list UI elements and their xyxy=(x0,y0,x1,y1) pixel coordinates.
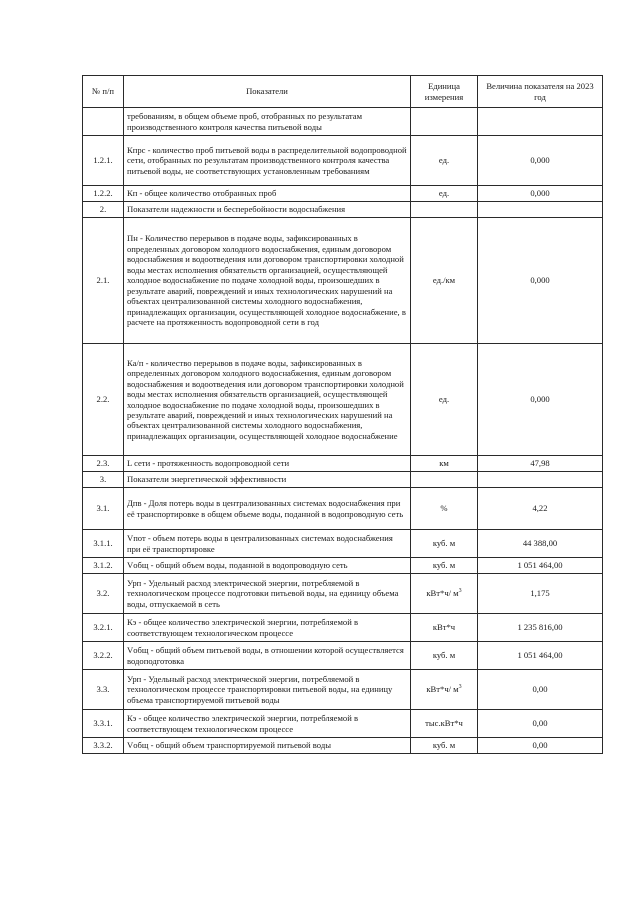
header-indicator: Показатели xyxy=(124,76,411,108)
row-value xyxy=(478,574,603,614)
row-value-text: 4,22 xyxy=(532,503,548,514)
row-unit xyxy=(411,108,478,136)
table-row xyxy=(83,670,603,710)
row-value-text: 1 235 816,00 xyxy=(517,622,563,633)
row-unit xyxy=(411,642,478,670)
row-indicator-text: Vобщ - общий объем транспортируемой питьевой воды xyxy=(127,740,331,751)
row-value xyxy=(478,108,603,136)
row-unit xyxy=(411,472,478,488)
row-indicator xyxy=(124,642,411,670)
table-row xyxy=(83,642,603,670)
row-unit-text: тыс.кВт*ч xyxy=(425,718,463,729)
row-number-text: 3.1.1. xyxy=(93,538,113,549)
row-value-text: 0,00 xyxy=(532,684,548,695)
table-row xyxy=(83,186,603,202)
row-value xyxy=(478,738,603,754)
row-number xyxy=(83,738,124,754)
row-number-text: 3.1.2. xyxy=(93,560,113,571)
row-value xyxy=(478,202,603,218)
row-unit xyxy=(411,186,478,202)
row-indicator-text: Кпрс - количество проб питьевой воды в распределительной водопроводной сети, отобранных по результатам производственного контроля качества питьевой воды, не соответствующих установленным требованиям xyxy=(127,144,407,176)
row-unit xyxy=(411,344,478,456)
row-indicator-text: Кэ - общее количество электрической энергии, потребляемой в соответствующем технологическом процессе xyxy=(127,617,359,638)
row-number-text: 3.3.2. xyxy=(93,740,113,751)
row-unit-text: куб. м xyxy=(432,740,456,751)
row-number-text: 1.2.1. xyxy=(93,155,113,166)
row-value-text: 47,98 xyxy=(530,458,550,469)
row-indicator xyxy=(124,488,411,530)
row-indicator xyxy=(124,614,411,642)
row-indicator xyxy=(124,472,411,488)
row-value-text: 0,000 xyxy=(530,188,550,199)
row-value-text: 0,000 xyxy=(530,394,550,405)
row-indicator xyxy=(124,186,411,202)
row-value xyxy=(478,614,603,642)
row-indicator-text: Показатели надежности и бесперебойности водоснабжения xyxy=(127,204,346,215)
row-indicator-text: требованиям, в общем объеме проб, отобранных по результатам производственного контроля качества питьевой воды xyxy=(127,111,363,132)
row-unit-text: ед. xyxy=(438,394,450,405)
row-number xyxy=(83,218,124,344)
row-value-text: 0,000 xyxy=(530,155,550,166)
row-number xyxy=(83,136,124,186)
row-number-text: 3.2. xyxy=(96,588,110,599)
row-number xyxy=(83,344,124,456)
row-value-text: 0,000 xyxy=(530,275,550,286)
row-unit xyxy=(411,530,478,558)
row-value xyxy=(478,670,603,710)
row-unit-text: ед./км xyxy=(432,275,456,286)
row-unit-text: куб. м xyxy=(432,650,456,661)
row-value xyxy=(478,472,603,488)
row-indicator-text: Vобщ - общий объем питьевой воды, в отношении которой осуществляется водоподготовка xyxy=(127,645,404,666)
row-number-text: 3.3.1. xyxy=(93,718,113,729)
row-unit xyxy=(411,574,478,614)
row-unit xyxy=(411,558,478,574)
row-number-text: 3.3. xyxy=(96,684,110,695)
row-value-text: 1,175 xyxy=(530,588,550,599)
row-value xyxy=(478,530,603,558)
row-unit xyxy=(411,136,478,186)
row-unit-text: куб. м xyxy=(432,538,456,549)
row-indicator-text: Дпв - Доля потерь воды в централизованных системах водоснабжения при её транспортировке в общем объеме воды, поданной в водопроводную сеть xyxy=(127,498,404,519)
row-indicator-text: Vобщ - общий объем воды, поданной в водопроводную сеть xyxy=(127,560,348,571)
row-value xyxy=(478,642,603,670)
table-row xyxy=(83,136,603,186)
row-unit-text: кВт*ч/ м xyxy=(426,684,459,695)
row-indicator-text: L сети - протяженность водопроводной сети xyxy=(127,458,290,469)
row-value xyxy=(478,558,603,574)
row-unit-text: км xyxy=(439,458,449,469)
table-row xyxy=(83,472,603,488)
row-indicator xyxy=(124,202,411,218)
row-indicator xyxy=(124,218,411,344)
table-body xyxy=(83,108,603,754)
table-row xyxy=(83,344,603,456)
indicators-table xyxy=(82,75,603,754)
row-indicator xyxy=(124,108,411,136)
table-row xyxy=(83,614,603,642)
row-number-text: 2.3. xyxy=(96,458,110,469)
row-unit xyxy=(411,202,478,218)
row-value-text: 0,00 xyxy=(532,718,548,729)
row-unit xyxy=(411,738,478,754)
row-value-text: 44 388,00 xyxy=(522,538,558,549)
row-number-text: 3.2.1. xyxy=(93,622,113,633)
unit-superscript: 3 xyxy=(458,684,462,691)
row-indicator-text: Ка/п - количество перерывов в подаче воды, зафиксированных в определенных договором холодного водоснабжения, единым договором водоснабжения и водоотведения или договором транспортировки холодной воды местах исполнения обязательств организацией, осуществляющей холодное водоснабжение по подаче холодной воды, произошедших в результате аварий, повреждений и иных технологических нарушений на объектах централизованной системы холодного водоснабжения, принадлежащих организации, осуществляющей холодное водоснабжение xyxy=(127,357,404,441)
row-value-text: 0,00 xyxy=(532,740,548,751)
header-number: № п/п xyxy=(83,76,124,108)
row-value-text: 1 051 464,00 xyxy=(517,650,563,661)
row-unit-text: куб. м xyxy=(432,560,456,571)
table-row xyxy=(83,108,603,136)
row-value xyxy=(478,186,603,202)
row-indicator xyxy=(124,558,411,574)
row-number xyxy=(83,710,124,738)
row-indicator-text: Кп - общее количество отобранных проб xyxy=(127,188,277,199)
row-unit xyxy=(411,670,478,710)
table-row xyxy=(83,738,603,754)
row-number-text: 2.2. xyxy=(96,394,110,405)
row-indicator xyxy=(124,738,411,754)
row-number xyxy=(83,186,124,202)
row-value-text: 1 051 464,00 xyxy=(517,560,563,571)
header-unit: Единица измерения xyxy=(411,76,478,108)
row-value xyxy=(478,218,603,344)
row-number xyxy=(83,614,124,642)
row-number-text: 3. xyxy=(99,474,107,485)
row-indicator-text: Кэ - общее количество электрической энергии, потребляемой в соответствующем технологическом процессе xyxy=(127,713,359,734)
row-number xyxy=(83,642,124,670)
row-unit-text: ед. xyxy=(438,155,450,166)
row-indicator xyxy=(124,670,411,710)
row-unit-text: % xyxy=(440,503,448,514)
row-number xyxy=(83,558,124,574)
row-unit xyxy=(411,710,478,738)
row-indicator xyxy=(124,136,411,186)
row-number-text: 2.1. xyxy=(96,275,110,286)
table-row xyxy=(83,558,603,574)
row-number xyxy=(83,456,124,472)
row-indicator xyxy=(124,344,411,456)
row-unit xyxy=(411,614,478,642)
row-indicator-text: Показатели энергетической эффективности xyxy=(127,474,287,485)
row-unit-text: кВт*ч xyxy=(432,622,456,633)
table-row xyxy=(83,574,603,614)
table-row xyxy=(83,710,603,738)
row-unit xyxy=(411,488,478,530)
row-value xyxy=(478,456,603,472)
unit-superscript: 3 xyxy=(458,588,462,595)
table-row xyxy=(83,488,603,530)
row-indicator-text: Урп - Удельный расход электрической энергии, потребляемой в технологическом процессе подготовки питьевой воды, на единицу объема воды, отпускаемой в сеть xyxy=(127,577,399,609)
row-number xyxy=(83,670,124,710)
row-number xyxy=(83,108,124,136)
row-indicator-text: Vпот - объем потерь воды в централизованных системах водоснабжения при её транспортировке xyxy=(127,533,393,554)
row-number xyxy=(83,488,124,530)
row-unit-text: ед. xyxy=(438,188,450,199)
row-value xyxy=(478,488,603,530)
row-value xyxy=(478,136,603,186)
row-number xyxy=(83,472,124,488)
row-number-text: 2. xyxy=(99,204,107,215)
table-row xyxy=(83,202,603,218)
row-number xyxy=(83,530,124,558)
row-number-text: 1.2.2. xyxy=(93,188,113,199)
table-header-row xyxy=(83,76,603,108)
row-number-text: 3.1. xyxy=(96,503,110,514)
row-unit xyxy=(411,456,478,472)
row-unit-text: кВт*ч/ м xyxy=(426,588,459,599)
row-indicator-text: Урп - Удельный расход электрической энергии, потребляемой в технологическом процессе транспортировки питьевой воды, на единицу объема транспортируемой питьевой воды xyxy=(127,673,393,705)
row-indicator xyxy=(124,456,411,472)
row-value xyxy=(478,344,603,456)
table-row xyxy=(83,218,603,344)
table-row xyxy=(83,530,603,558)
row-number xyxy=(83,574,124,614)
row-indicator xyxy=(124,710,411,738)
row-indicator-text: Пн - Количество перерывов в подаче воды, зафиксированных в определенных договором холодного водоснабжения, единым договором водоснабжения и водоотведения или договором транспортировки холодной воды местах исполнения обязательств организацией, осуществляющей холодное водоснабжение по подаче холодной воды, произошедших в результате аварий, повреждений и иных технологических нарушений на объектах централизованной системы холодного водоснабжения, принадлежащих организации, осуществляющей холодное водоснабжение, в расчете на протяженность водопроводной сети в год xyxy=(127,233,406,328)
row-number xyxy=(83,202,124,218)
table-row xyxy=(83,456,603,472)
row-value xyxy=(478,710,603,738)
row-indicator xyxy=(124,530,411,558)
header-value: Величина показателя на 2023 год xyxy=(478,76,603,108)
row-unit xyxy=(411,218,478,344)
row-indicator xyxy=(124,574,411,614)
row-number-text: 3.2.2. xyxy=(93,650,113,661)
